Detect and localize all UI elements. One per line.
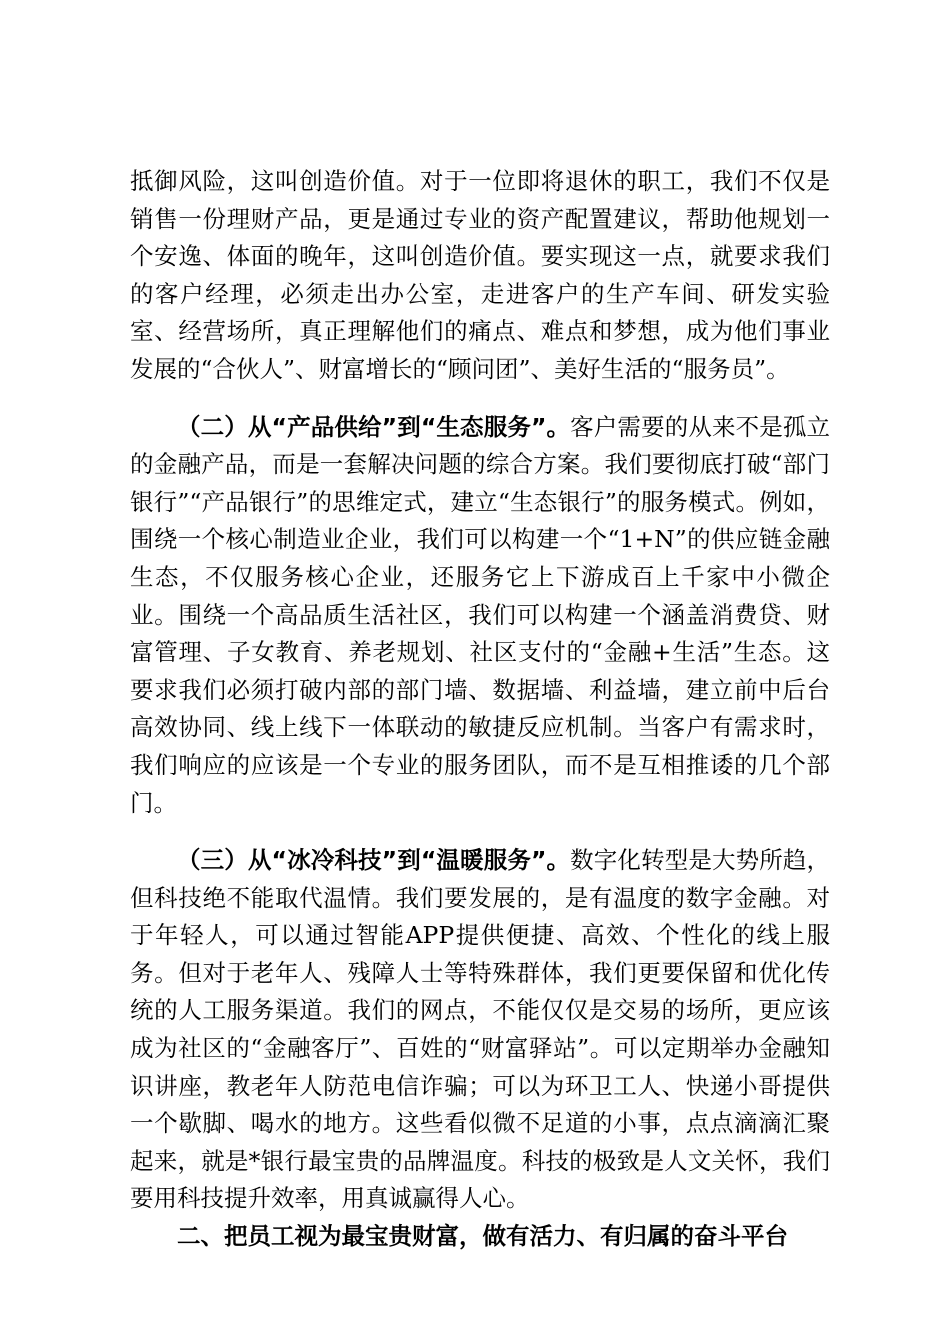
paragraph-body-2: 客户需要的从来不是孤立的金融产品，而是一套解决问题的综合方案。我们要彻底打破“部门银行”“产品银行”的思维定式，建立“生态银行”的服务模式。例如，围绕一个核心制造业企业，我们可以构建一个“1+N”的供应链金融生态，不仅服务核心企业，还服务它上下游成百上千家中小微企业。围绕一个高品质生活社区，我们可以构建一个涵盖消费贷、财富管理、子女教育、养老规划、社区支付的“金融+生活”生态。这要求我们必须打破内部的部门墙、数据墙、利益墙，建立前中后台高效协同、线上线下一体联动的敏捷反应机制。当客户有需求时，我们响应的应该是一个专业的服务团队，而不是互相推诿的几个部门。: [130, 412, 830, 817]
paragraph-tech-to-warmth: [130, 842, 830, 1218]
section-heading: 二、把员工视为最宝贵财富，做有活力、有归属的奋斗平台: [177, 1222, 788, 1251]
document-page: [130, 163, 830, 1256]
paragraph-continuation: 抵御风险，这叫创造价值。对于一位即将退休的职工，我们不仅是销售一份理财产品，更是通过专业的资产配置建议，帮助他规划一个安逸、体面的晚年，这叫创造价值。要实现这一点，就要求我们的客户经理，必须走出办公室，走进客户的生产车间、研发实验室、经营场所，真正理解他们的痛点、难点和梦想，成为他们事业发展的“合伙人”、财富增长的“顾问团”、美好生活的“服务员”。: [130, 167, 830, 383]
paragraph-product-to-ecosystem: [130, 409, 830, 823]
paragraph-body-3: 数字化转型是大势所趋，但科技绝不能取代温情。我们要发展的，是有温度的数字金融。对于年轻人，可以通过智能APP提供便捷、高效、个性化的线上服务。但对于老年人、残障人士等特殊群体，我们更要保留和优化传统的人工服务渠道。我们的网点，不能仅仅是交易的场所，更应该成为社区的“金融客厅”、百姓的“财富驿站”。可以定期举办金融知识讲座，教老年人防范电信诈骗；可以为环卫工人、快递小哥提供一个歇脚、喝水的地方。这些看似微不足道的小事，点点滴滴汇聚起来，就是*银行最宝贵的品牌温度。科技的极致是人文关怀，我们要用科技提升效率，用真诚赢得人心。: [130, 846, 830, 1213]
paragraph-heading-2: （二）从“产品供给”到“生态服务”。: [177, 412, 571, 441]
paragraph-heading-3: （三）从“冰冷科技”到“温暖服务”。: [177, 846, 571, 875]
